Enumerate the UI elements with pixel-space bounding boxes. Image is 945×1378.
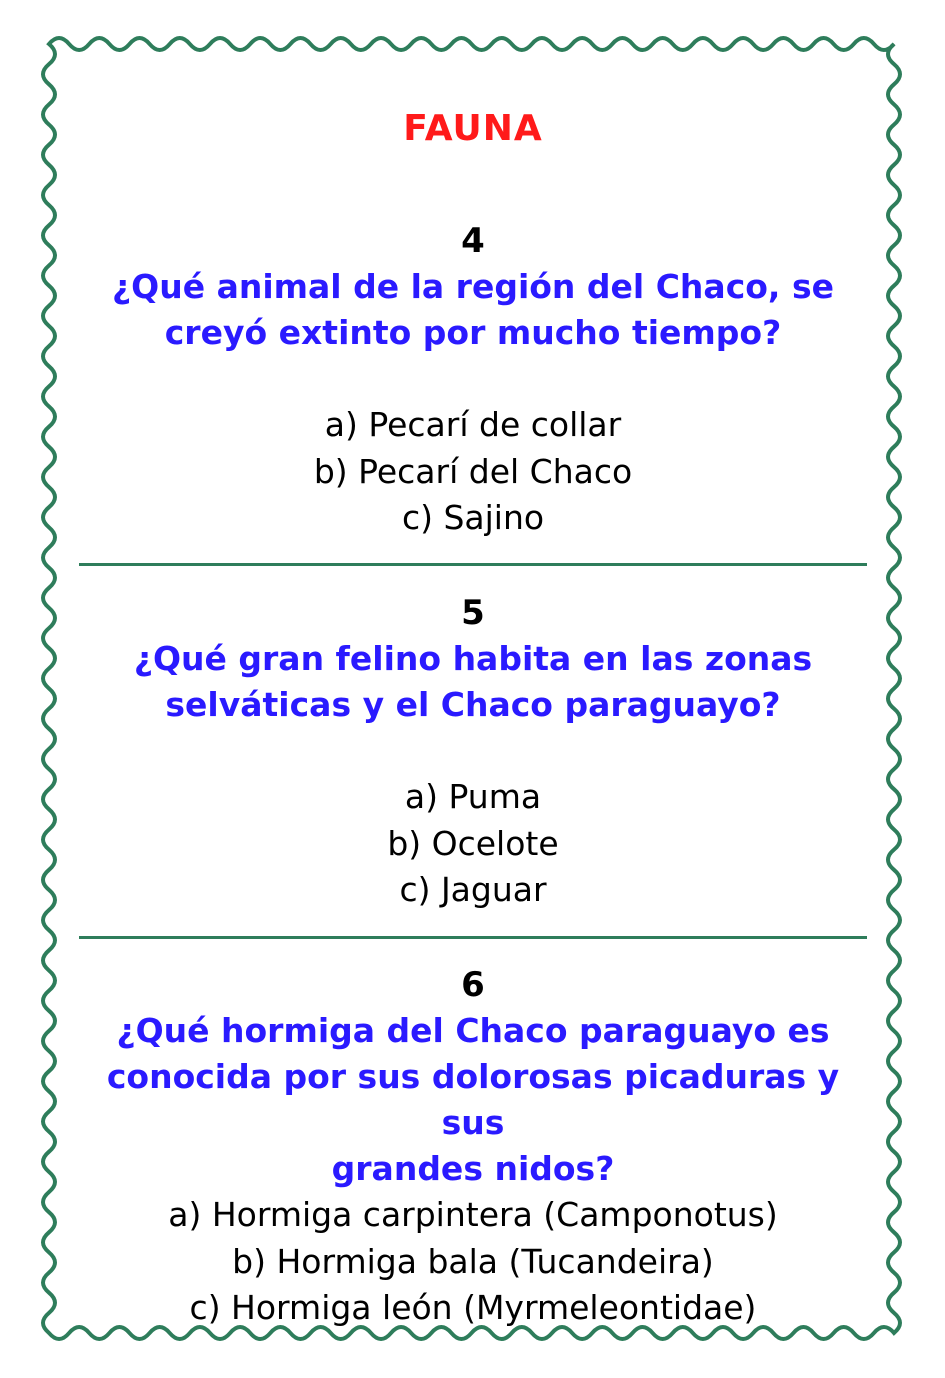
question-line: grandes nidos? <box>331 1149 615 1188</box>
option-b[interactable]: b) Pecarí del Chaco <box>313 451 633 491</box>
answer-options <box>80 402 866 542</box>
option-c[interactable]: c) Hormiga león (Myrmeleontidae) <box>189 1288 757 1327</box>
question-number: 5 <box>461 593 485 633</box>
answer-options <box>80 1192 866 1332</box>
section-divider <box>79 563 867 566</box>
question-block-4 <box>80 218 866 542</box>
question-text <box>80 636 866 728</box>
option-a[interactable]: a) Hormiga carpintera (Camponotus) <box>168 1195 778 1234</box>
question-line: ¿Qué animal de la región del Chaco, se <box>112 267 834 306</box>
option-c[interactable]: c) Sajino <box>401 498 545 537</box>
question-number: 6 <box>461 965 485 1005</box>
page-title: FAUNA <box>403 108 543 149</box>
question-line: creyó extinto por mucho tiempo? <box>164 313 782 352</box>
question-line: ¿Qué gran felino habita en las zonas <box>133 639 813 678</box>
question-block-6 <box>80 962 866 1332</box>
question-block-5 <box>80 590 866 914</box>
question-text <box>80 1008 866 1192</box>
question-number: 4 <box>461 221 485 261</box>
section-divider <box>79 936 867 939</box>
option-a[interactable]: a) Puma <box>404 777 542 816</box>
option-c[interactable]: c) Jaguar <box>399 870 547 909</box>
question-line: selváticas y el Chaco paraguayo? <box>165 685 781 724</box>
option-a[interactable]: a) Pecarí de collar <box>324 405 622 444</box>
option-b[interactable]: b) Ocelote <box>387 823 559 863</box>
question-text <box>80 264 866 356</box>
option-b[interactable]: b) Hormiga bala (Tucandeira) <box>232 1241 714 1281</box>
question-line: ¿Qué hormiga del Chaco paraguayo es <box>116 1011 830 1050</box>
question-line: conocida por sus dolorosas picaduras y sus <box>106 1057 840 1142</box>
answer-options <box>80 774 866 914</box>
